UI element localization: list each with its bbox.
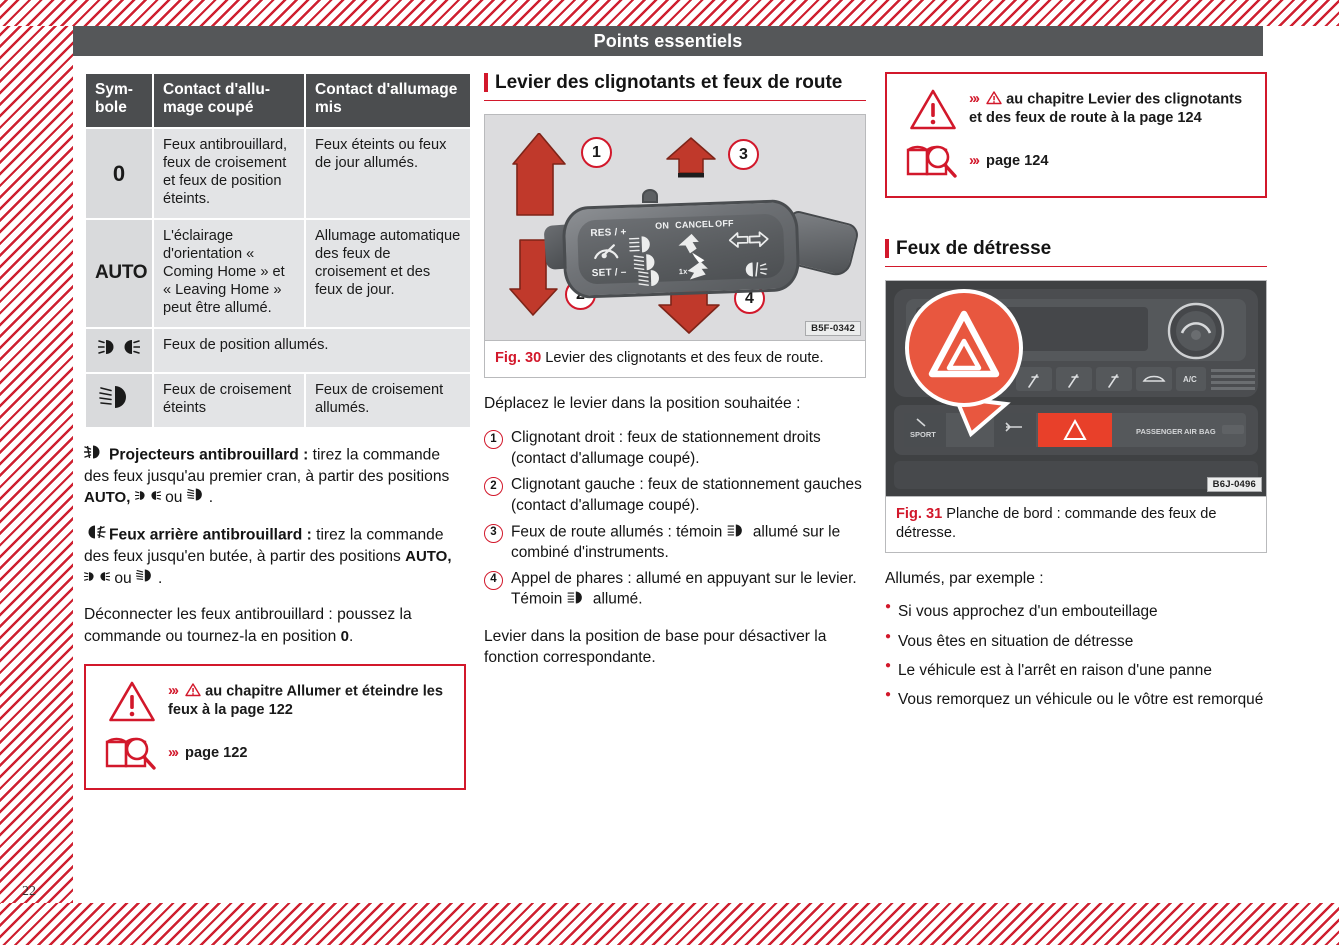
cell-ignition-off: Feux antibrouillard, feux de croisement et feux de position éteints. [154, 129, 304, 218]
page-border-hatch-left [0, 0, 73, 903]
lever-body [561, 199, 800, 299]
page-number: 22 [22, 884, 36, 899]
list-item [484, 569, 866, 611]
svg-text:SPORT: SPORT [910, 430, 936, 439]
disconnect-text: Déconnecter les feux antibrouillard : poussez la commande ou tournez-la en position [84, 606, 412, 645]
column-middle [484, 72, 866, 668]
paragraph-hazard-intro: Allumés, par exemple : [885, 569, 1044, 587]
hazard-lights-callout-icon [896, 286, 1056, 456]
list-item-text-post: allumé sur le combiné d'instruments. [511, 522, 841, 561]
high-beam-icon [567, 589, 589, 610]
position-lights-icon [98, 337, 140, 363]
cell-ignition-on: Allumage automatique des feux de croisement et des feux de jour. [306, 220, 470, 327]
warning-triangle-small-icon [185, 682, 201, 701]
section-heading-hazard: Feux de détresse [885, 238, 1267, 267]
lever-label-cancel: CANCEL [674, 218, 715, 231]
figure-31-code: B6J-0496 [1207, 477, 1262, 492]
reference-manual-text [168, 744, 252, 763]
reference-row-manual [897, 135, 1255, 187]
section-heading-lever: Levier des clignotants et feux de route [484, 72, 866, 101]
chevron-triple-icon: »› [969, 91, 978, 108]
front-fog-light-icon [84, 444, 106, 466]
arrow-high-beam-up [665, 137, 717, 179]
reference-box-right [885, 72, 1267, 198]
table-row [86, 129, 470, 218]
column-left [84, 72, 466, 790]
low-beam-icon-inline [136, 568, 158, 589]
cell-ignition-on: Feux de croisement allumés. [306, 374, 470, 427]
list-item-text: Clignotant droit : feux de stationnement droits (contact d'allumage coupé). [511, 429, 821, 468]
list-item-text-pre: Feux de route allumés : témoin [511, 522, 723, 540]
list-item-text [511, 522, 866, 564]
symbol-cell-low-beam [86, 374, 152, 427]
reference-manual-label: page 124 [986, 152, 1049, 169]
lever-label-1x: 1x [678, 266, 688, 277]
cell-ignition-on: Feux éteints ou feux de jour allumés. [306, 129, 470, 218]
list-item: ● Si vous approchez d'un embouteillage [885, 601, 1267, 622]
table-header-ignition-on: Contact d'allumage mis [306, 74, 470, 127]
disconnect-zero: 0 [340, 627, 349, 645]
symbol-cell-position-lights [86, 329, 152, 372]
table-row [86, 220, 470, 327]
cell-ignition-off: Feux de croisement éteints [154, 374, 304, 427]
running-header [73, 26, 1263, 56]
reference-warning-text [969, 90, 1255, 128]
figure-30-code: B5F-0342 [805, 321, 861, 336]
headlight-flash-icon-lever [637, 267, 676, 288]
fog-front-auto: AUTO, [84, 489, 131, 507]
reference-manual-label: page 122 [185, 744, 248, 761]
column-right [885, 72, 1267, 718]
lever-label-res-plus: RES / + [590, 226, 627, 240]
figure-30-image [485, 115, 865, 340]
table-header-ignition-off: Contact d'allu- mage coupé [154, 74, 304, 127]
manual-lookup-icon [897, 141, 969, 181]
paragraph-front-fog-lights [84, 444, 466, 509]
position-lights-icon-inline [84, 568, 110, 589]
fog-rear-or: ou [110, 569, 137, 587]
figure-callout-1: 1 [581, 137, 612, 168]
low-beam-icon-inline [187, 487, 209, 508]
figure-31-image [886, 281, 1266, 496]
list-item [484, 475, 866, 517]
list-number-2: 2 [484, 477, 503, 496]
running-header-title: Points essentiels [593, 30, 743, 51]
fog-front-text: tirez la commande des feux jusqu'au premier cran, à partir des positions [84, 445, 450, 485]
fog-rear-text: tirez la commande des feux jusqu'en butée, à partir des positions [84, 526, 444, 566]
figure-30-caption-text: Levier des clignotants et des feux de route. [545, 350, 824, 366]
table-header-symbol: Sym- bole [86, 74, 152, 127]
table-row [86, 329, 470, 372]
paragraph-rear-fog-lights [84, 524, 466, 589]
symbol-cell-auto: AUTO [86, 220, 152, 327]
fog-rear-label: Feux arrière antibrouillard : [109, 526, 312, 544]
reference-row-manual [96, 727, 454, 779]
warning-triangle-icon [96, 680, 168, 723]
fog-rear-period: . [158, 569, 163, 587]
lever-knob [642, 189, 658, 203]
figure-callout-3: 3 [728, 139, 759, 170]
page-border-hatch-top [0, 0, 1339, 26]
list-item: ● Vous êtes en situation de détresse [885, 631, 1267, 652]
lever-face [577, 213, 785, 284]
reference-warning-label: au chapitre Allumer et éteindre les feux à la page 122 [168, 683, 444, 719]
fog-front-period: . [208, 489, 214, 507]
figure-31 [885, 280, 1267, 553]
page-border-hatch-bottom [0, 903, 1339, 945]
reference-row-warning [96, 675, 454, 727]
rear-fog-icon-lever [741, 260, 768, 279]
figure-31-caption-text: Planche de bord : commande des feux de détresse. [896, 506, 1217, 541]
lever-label-off: OFF [714, 218, 734, 229]
turn-signal-arrows-icon [728, 230, 771, 249]
reference-warning-label: au chapitre Levier des clignotants et des feux de route à la page 124 [969, 91, 1243, 127]
svg-text:A/C: A/C [1183, 375, 1197, 384]
list-item-text [511, 569, 866, 611]
list-item-text-post: allumé. [592, 590, 643, 608]
cell-ignition-off: L'éclairage d'orientation « Coming Home » et « Leaving Home » peut être allumé. [154, 220, 304, 327]
paragraph-lever-outro: Levier dans la position de base pour désactiver la fonction correspondante. [484, 627, 827, 666]
lever-pull-push-arrows-icon [669, 232, 717, 282]
cruise-control-icon [592, 239, 621, 264]
fog-rear-auto: AUTO, [405, 548, 452, 566]
warning-triangle-icon [897, 88, 969, 131]
reference-box-left [84, 664, 466, 790]
cell-position-lights-desc: Feux de position allumés. [154, 329, 470, 372]
list-item [484, 428, 866, 470]
high-beam-icon [727, 522, 749, 543]
list-number-4: 4 [484, 571, 503, 590]
lever-label-set-minus: SET / – [591, 266, 627, 280]
rear-fog-light-icon [84, 524, 106, 546]
list-item-text: Clignotant gauche : feux de stationnement gauches (contact d'allumage coupé). [511, 475, 862, 514]
table-header-row [86, 74, 470, 127]
chevron-triple-icon: »› [168, 744, 177, 761]
list-item-text-pre: Appel de phares : allumé en appuyant sur le levier. Témoin [511, 569, 857, 608]
fog-front-label: Projecteurs antibrouillard : [109, 445, 309, 463]
symbol-table [84, 72, 472, 429]
figure-31-caption [886, 496, 1266, 552]
list-item: ● Le véhicule est à l'arrêt en raison d'une panne [885, 660, 1267, 681]
reference-manual-text [969, 152, 1053, 171]
figure-callout-4: 4 [734, 283, 765, 314]
figure-30-label: Fig. 30 [495, 350, 542, 366]
paragraph-disconnect-fog [84, 604, 466, 647]
svg-text:AIR BAG: AIR BAG [1184, 427, 1216, 436]
chevron-triple-icon: »› [168, 683, 177, 700]
position-lights-icon-inline [135, 487, 161, 508]
list-number-1: 1 [484, 430, 503, 449]
lever-label-on: ON [655, 220, 670, 231]
lever-position-list [484, 428, 866, 610]
low-beam-icon [99, 384, 139, 416]
figure-30-caption [485, 340, 865, 377]
arrow-turn-signal-right-up [509, 133, 571, 219]
svg-text:PASSENGER: PASSENGER [1136, 427, 1183, 436]
fog-front-or: ou [160, 489, 187, 507]
list-item [484, 522, 866, 564]
hazard-situations-list [885, 601, 1267, 710]
list-number-3: 3 [484, 524, 503, 543]
warning-triangle-small-icon [986, 90, 1002, 109]
symbol-cell-zero: 0 [86, 129, 152, 218]
reference-row-warning [897, 83, 1255, 135]
manual-lookup-icon [96, 733, 168, 773]
disconnect-period: . [348, 627, 354, 645]
figure-30 [484, 114, 866, 378]
table-row [86, 374, 470, 427]
reference-warning-text [168, 682, 454, 720]
figure-31-label: Fig. 31 [896, 506, 943, 522]
list-item: ● Vous remorquez un véhicule ou le vôtre est remorqué [885, 689, 1267, 710]
paragraph-lever-intro: Déplacez le levier dans la position souhaitée : [484, 394, 801, 412]
chevron-triple-icon: »› [969, 152, 978, 169]
